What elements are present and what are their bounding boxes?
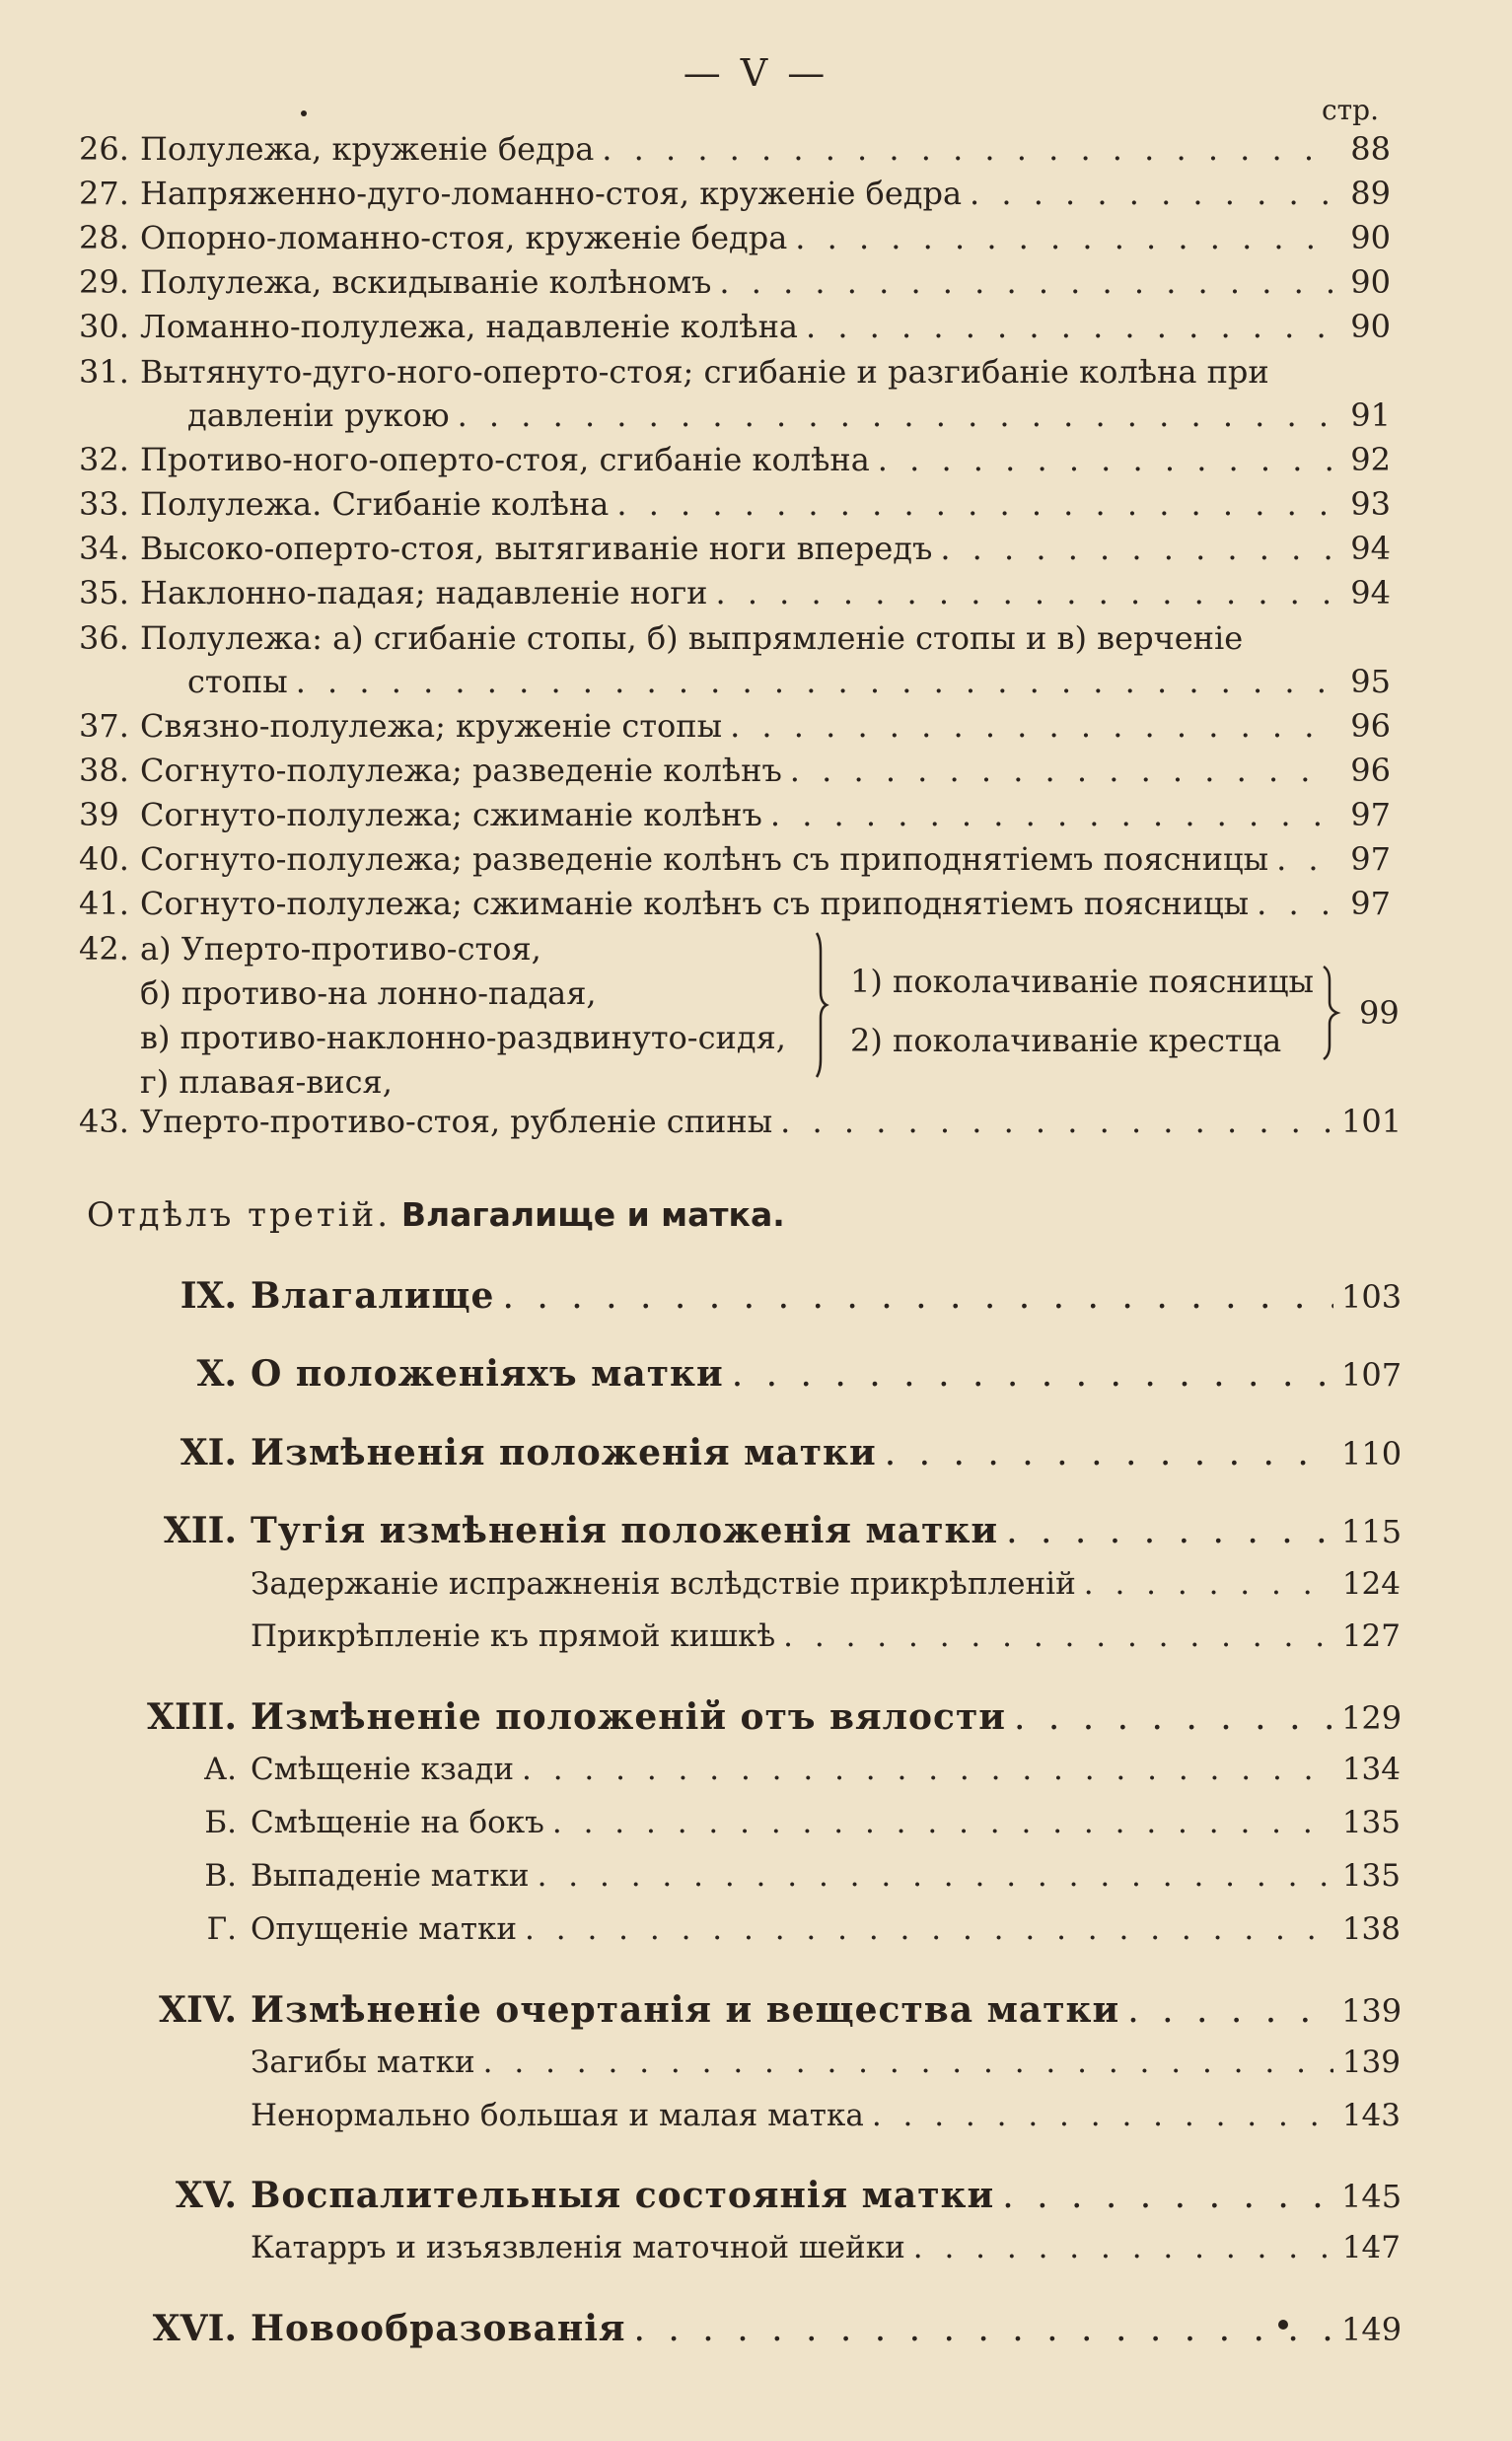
action-option: 1) поколачиваніе поясницы [850,963,1314,1000]
entry-title-continued: стопы [187,663,288,700]
chapter-title: Измѣненіе положеній отъ вялости [251,1696,1006,1738]
toc-entry [79,263,1391,301]
action-option: 2) поколачиваніе крестца [850,1022,1282,1059]
toc-entry [79,485,1391,523]
subentry-label: Б. [204,1805,237,1840]
leader-dots [502,1276,1333,1317]
leader-dots [783,1618,1333,1654]
chapter-number: XV. [175,2175,237,2216]
entry-title-continued: давленіи рукою [187,396,450,434]
entry-page: 90 [1350,308,1391,345]
toc-entry [79,308,1391,345]
chapter-number: XIII. [147,1696,237,1738]
leader-dots [1002,2176,1333,2216]
chapter-entry [138,1275,1401,1317]
chapter-number: XVI. [152,2308,237,2349]
leader-dots [1006,1511,1333,1551]
subentry-page: 127 [1341,1618,1401,1654]
toc-entry [79,175,1391,212]
toc-entry-continuation [187,663,1391,700]
entry-number: 28. [79,219,129,256]
page-column-label: стр. [1322,94,1379,126]
chapter-number: XIV. [159,1989,237,2031]
entry-title: Опорно-ломанно-стоя, круженіе бедра [140,219,788,256]
chapter-title: Воспалительныя состоянія матки [251,2175,995,2216]
entry-page: 101 [1341,1103,1403,1140]
leader-dots [913,2230,1333,2265]
entry-page: 89 [1350,175,1391,212]
chapter-title: Тугія измѣненія положенія матки [251,1510,999,1551]
toc-entry [79,530,1391,567]
toc-entry [79,219,1391,256]
subentry [187,1911,1401,1947]
subentry-title: Прикрѣпленіе къ прямой кишкѣ [251,1618,776,1654]
subentry-title: Смѣщеніе кзади [251,1752,514,1787]
entry-page: 91 [1350,396,1391,434]
leader-dots [634,2309,1333,2349]
entry-number: 38. [79,752,129,789]
chapter-entry [123,2175,1401,2216]
entry-title: Полулежа, вскидываніе колѣномъ [140,263,712,301]
entry-page: 88 [1350,130,1391,168]
toc-entry-first-line [79,353,1269,391]
entry-number: 33. [79,485,129,523]
entry-number: 31. [79,353,129,391]
leader-dots [795,219,1333,256]
leader-dots [872,2098,1333,2133]
position-option: в) противо-наклонно-раздвинуто-сидя, [140,1019,786,1056]
chapter-entry [108,1510,1401,1551]
section-title: Влагалище и матка. [400,1195,785,1234]
chapter-entry [123,2308,1401,2349]
subentry-page: 135 [1341,1858,1401,1894]
leader-dots [296,663,1333,700]
entry-page: 97 [1350,885,1391,922]
subentry [251,2230,1401,2265]
entry-page: 93 [1350,485,1391,523]
entry-number: 30. [79,308,129,345]
subentry-label: А. [203,1752,237,1787]
entry-page: 96 [1350,752,1391,789]
entry-page: 90 [1350,263,1391,301]
chapter-page: 149 [1341,2311,1403,2348]
leader-dots [522,1752,1333,1787]
leader-dots [885,1433,1333,1473]
subentry-label: Г. [206,1911,237,1947]
subentry-title: Ненормально большая и малая матка [251,2098,864,2133]
entry-title: Согнуто-полулежа; разведеніе колѣнъ съ приподнятіемъ поясницы [140,840,1269,878]
subentry [251,2098,1401,2133]
leader-dots [878,441,1333,478]
entry-number: 32. [79,441,129,478]
subentry-page: 138 [1341,1911,1401,1947]
entry-number: 37. [79,707,129,745]
leader-dots [732,1354,1333,1395]
toc-entry-continuation [187,396,1391,434]
entry-number: 39 [79,796,119,833]
entry-number: 40. [79,840,129,878]
entry-page: 97 [1350,840,1391,878]
subentry [251,2045,1401,2080]
leader-dots [715,574,1333,611]
chapter-page: 139 [1341,1992,1403,2030]
entry-number: 43. [79,1103,129,1140]
subentry [251,1566,1401,1602]
chapter-number: XII. [163,1510,237,1551]
subentry-page: 147 [1341,2230,1401,2265]
subentry-page: 124 [1341,1566,1401,1602]
subentry-title: Выпаденіе матки [251,1858,530,1894]
page-number: — V — [683,51,829,95]
toc-entry [79,1103,1401,1140]
subentry-title: Задержаніе испражненія вслѣдствіе прикрѣпленій [251,1566,1076,1602]
leader-dots [1276,840,1333,878]
leader-dots [552,1805,1333,1840]
right-brace [1320,965,1343,1061]
chapter-entry [99,1696,1401,1738]
section-heading [87,1195,785,1235]
toc-entry [79,752,1391,789]
toc-entry [79,796,1391,833]
leader-dots [1257,885,1333,922]
chapter-number: X. [196,1353,237,1395]
leader-dots [780,1103,1333,1140]
entry-title: Вытянуто-дуго-ного-оперто-стоя; сгибаніе и разгибаніе колѣна при [140,353,1269,391]
leader-dots [616,485,1333,523]
ink-speck [301,110,307,116]
chapter-entry [138,1353,1401,1395]
leader-dots [806,308,1333,345]
entry-number: 26. [79,130,129,168]
chapter-title: Измѣненія положенія матки [251,1432,877,1473]
chapter-page: 115 [1341,1513,1403,1550]
leader-dots [602,130,1333,168]
chapter-entry [108,1989,1401,2031]
toc-entry [79,885,1391,922]
entry-number: 34. [79,530,129,567]
toc-entry-first-line [79,619,1243,657]
entry-page: 92 [1350,441,1391,478]
entry-title: Согнуто-полулежа; сжиманіе колѣнъ [140,796,762,833]
entry-page: 96 [1350,707,1391,745]
entry-page: 94 [1350,530,1391,567]
entry-number: 42. [79,930,129,968]
position-option: г) плавая-вися, [140,1063,393,1101]
left-brace [807,931,830,1079]
entry-number: 36. [79,619,129,657]
position-option: б) противо-на лонно-падая, [140,974,597,1012]
chapter-page: 103 [1341,1278,1403,1316]
leader-dots [719,263,1333,301]
subentry-title: Смѣщеніе на бокъ [251,1805,544,1840]
toc-entry [79,574,1391,611]
entry-number: 41. [79,885,129,922]
leader-dots [458,396,1333,434]
leader-dots [525,1911,1333,1947]
chapter-page: 129 [1341,1699,1403,1737]
chapter-title: Измѣненіе очертанія и вещества матки [251,1989,1120,2031]
subentry [187,1805,1401,1840]
subentry [187,1858,1401,1894]
chapter-number: IX. [180,1275,237,1317]
leader-dots [970,175,1333,212]
entry-number: 27. [79,175,129,212]
entry-title: Высоко-оперто-стоя, вытягиваніе ноги впередъ [140,530,933,567]
chapter-entry [138,1432,1401,1473]
entry-number: 29. [79,263,129,301]
chapter-page: 107 [1341,1356,1403,1394]
entry-page: 99 [1359,994,1400,1032]
entry-page: 90 [1350,219,1391,256]
entry-page: 95 [1350,663,1391,700]
entry-title: Полулежа. Сгибаніе колѣна [140,485,610,523]
toc-entry [79,441,1391,478]
entry-title: Уперто-противо-стоя, рубленіе спины [140,1103,773,1140]
subentry-title: Катарръ и изъязвленія маточной шейки [251,2230,905,2265]
toc-entry [79,840,1391,878]
leader-dots [483,2045,1333,2080]
entry-title: Ломанно-полулежа, надавленіе колѣна [140,308,798,345]
leader-dots [770,796,1333,833]
entry-title: Связно-полулежа; круженіе стопы [140,707,723,745]
entry-number: 35. [79,574,129,611]
entry-page: 94 [1350,574,1391,611]
leader-dots [1127,1990,1333,2031]
entry-title: Согнуто-полулежа; сжиманіе колѣнъ съ приподнятіемъ поясницы [140,885,1250,922]
entry-title: Напряженно-дуго-ломанно-стоя, круженіе бедра [140,175,963,212]
leader-dots [538,1858,1333,1894]
ink-speck [1278,2320,1288,2330]
subentry-page: 139 [1341,2045,1401,2080]
subentry-page: 134 [1341,1752,1401,1787]
entry-title: Наклонно-падая; надавленіе ноги [140,574,708,611]
position-option: а) Уперто-противо-стоя, [140,930,541,968]
entry-title: Полулежа, круженіе бедра [140,130,595,168]
subentry-page: 135 [1341,1805,1401,1840]
leader-dots [790,752,1333,789]
subentry-label: В. [204,1858,237,1894]
entry-title: Полулежа: а) сгибаніе стопы, б) выпрямленіе стопы и в) верченіе [140,619,1244,657]
subentry [251,1618,1401,1654]
chapter-page: 110 [1341,1435,1403,1472]
section-prefix: Отдѣлъ третій. [87,1195,392,1235]
entry-title: Согнуто-полулежа; разведеніе колѣнъ [140,752,782,789]
chapter-title: О положеніяхъ матки [251,1353,724,1395]
entry-page: 97 [1350,796,1391,833]
chapter-title: Влагалище [251,1275,495,1317]
toc-entry [79,707,1391,745]
subentry-title: Загибы матки [251,2045,475,2080]
chapter-title: Новообразованія [251,2308,626,2349]
subentry-title: Опущеніе матки [251,1911,518,1947]
leader-dots [940,530,1333,567]
leader-dots [1084,1566,1333,1602]
chapter-number: XI. [180,1432,237,1473]
leader-dots [730,707,1333,745]
chapter-page: 145 [1341,2178,1403,2215]
subentry [187,1752,1401,1787]
subentry-page: 143 [1341,2098,1401,2133]
leader-dots [1014,1697,1333,1738]
entry-title: Противо-ного-оперто-стоя, сгибаніе колѣна [140,441,870,478]
toc-entry [79,130,1391,168]
